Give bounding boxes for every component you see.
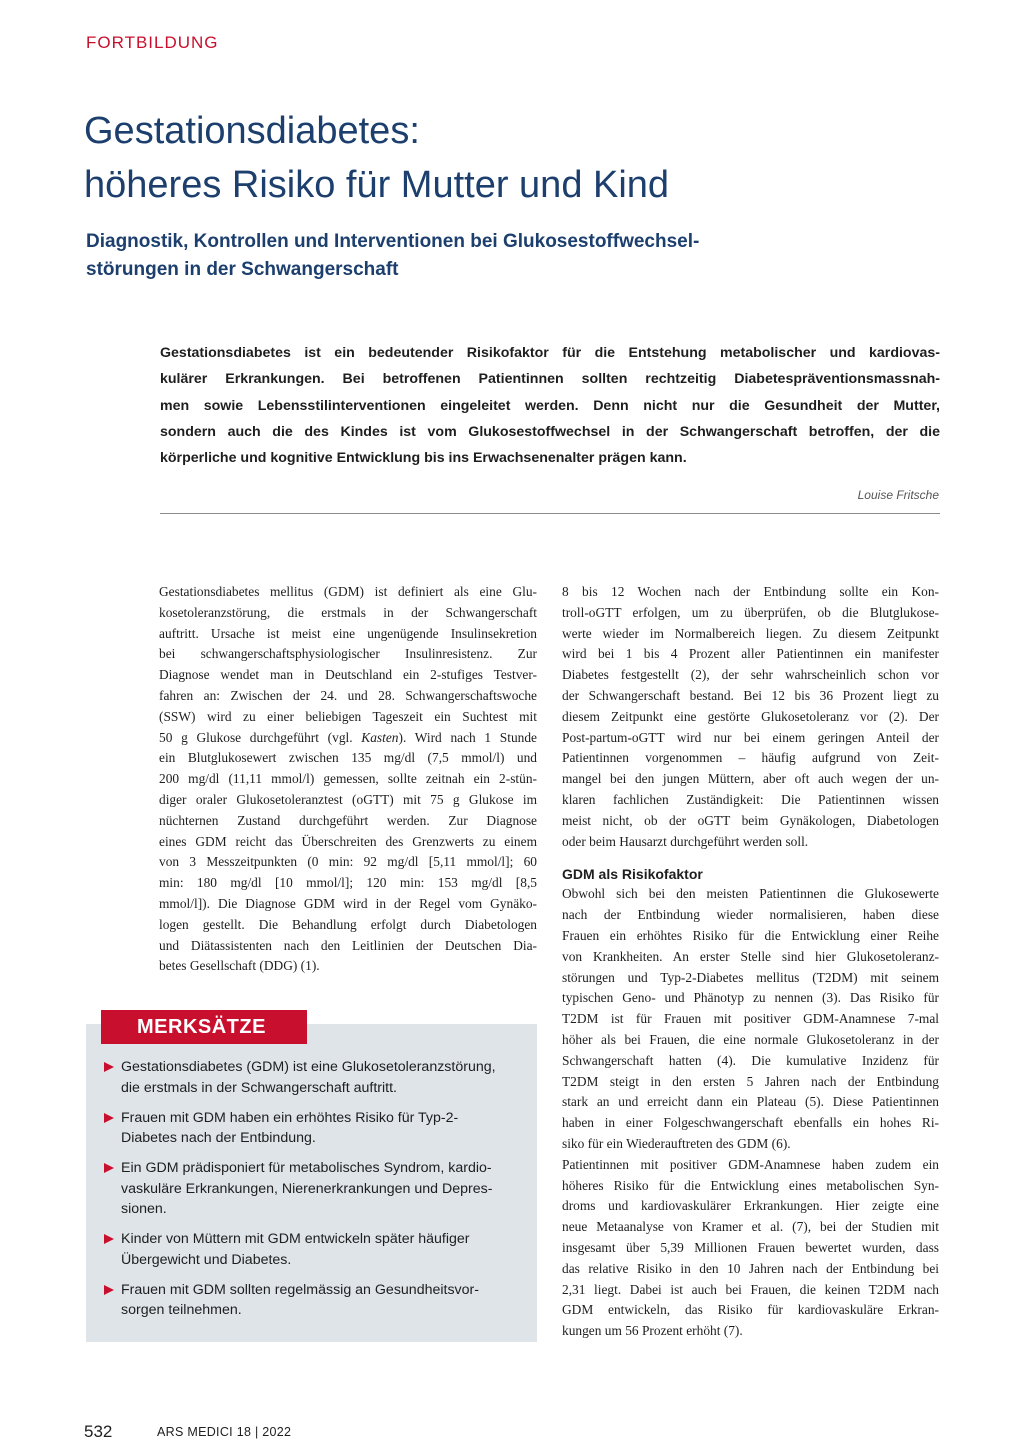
text-line: eines GDM reicht das Überschreiten des Grenzwerts zu einem <box>159 833 537 849</box>
text-line: kosetoleranzstörung, die erstmals in der Schwangerschaft <box>159 604 537 620</box>
text-line: klaren fachlichen Zuständigkeit: Die Patientinnen wissen <box>562 791 939 807</box>
text-line: Obwohl sich bei den meisten Patientinnen die Glukosewerte <box>562 886 939 902</box>
text-line: GDM entwickeln, das Risiko für kardiovaskuläre Erkran- <box>562 1302 939 1318</box>
text-line: typischen Geno- und Phänotyp zu nennen (3). Das Risiko für <box>562 990 939 1006</box>
text-line: ein Blutglukosewert zwischen 135 mg/dl (7,5 mmol/l) und <box>159 750 537 766</box>
text-line: höheres Risiko für die Entwicklung eines metabolischen Syn- <box>562 1177 939 1193</box>
arrow-right-icon <box>104 1234 114 1244</box>
text-line: fahren an: Zwischen der 24. und 28. Schwangerschaftswoche <box>159 687 537 703</box>
lead-line: men sowie Lebensstilinterventionen eingeleitet werden. Denn nicht nur die Gesundheit der Mutter, <box>160 397 940 414</box>
key-point-line: Gestationsdiabetes (GDM) ist eine Glukosetoleranzstörung, <box>121 1059 496 1075</box>
text-line: meist nicht, ob der oGTT beim Gynäkologen, Diabetologen <box>562 812 939 828</box>
text-line: auftritt. Ursache ist meist eine ungenügende Insulinsekretion <box>159 625 537 641</box>
text-line: min: 180 mg/dl [10 mmol/l]; 120 min: 153 mg/dl [8,5 <box>159 875 537 891</box>
text-line: 200 mg/dl (11,11 mmol/l) gemessen, sollte zeitnah ein 2-stün- <box>159 771 537 787</box>
article-title <box>84 104 964 212</box>
body-paragraph <box>562 1155 939 1342</box>
text-line: betes Gesellschaft (DDG) (1). <box>159 958 320 974</box>
text-line: 2,31 liegt. Dabei ist auch bei Frauen, die keinen T2DM nach <box>562 1281 939 1297</box>
key-point-item <box>104 1057 528 1098</box>
key-point-item <box>104 1229 528 1270</box>
text-line: T2DM ist für Frauen mit positiver GDM-Anamnese 7-mal <box>562 1011 939 1027</box>
key-point-item <box>104 1280 528 1321</box>
page-number: 532 <box>84 1422 113 1441</box>
key-point-line: vaskuläre Erkrankungen, Nierenerkrankungen und Depres- <box>121 1180 493 1197</box>
text-line: und Diätassistenten nach den Leitlinien der Deutschen Dia- <box>159 937 537 953</box>
subtitle-line: störungen in der Schwangerschaft <box>86 259 399 280</box>
arrow-right-icon <box>104 1285 114 1295</box>
journal-issue: ARS MEDICI 18 | 2022 <box>157 1425 292 1439</box>
key-point-line: Übergewicht und Diabetes. <box>121 1251 292 1268</box>
lead-paragraph <box>160 340 940 471</box>
text-line: wird bei 1 bis 4 Prozent aller Patientinnen ein manifester <box>562 646 939 662</box>
key-point-line: Diabetes nach der Entbindung. <box>121 1130 316 1147</box>
key-point-line: Frauen mit GDM haben ein erhöhtes Risiko für Typ-2- <box>121 1109 459 1126</box>
body-paragraph <box>562 582 939 852</box>
key-point-line: Frauen mit GDM sollten regelmässig an Gesundheitsvor- <box>121 1281 479 1298</box>
key-point-line: die erstmals in der Schwangerschaft auftritt. <box>121 1079 397 1096</box>
text-line: troll-oGTT erfolgen, um zu überprüfen, ob die Blutglukose- <box>562 604 939 620</box>
author-name: Louise Fritsche <box>857 488 939 502</box>
text-line: Frauen ein erhöhtes Risiko für die Entwicklung einer Reihe <box>562 927 939 943</box>
arrow-right-icon <box>104 1062 114 1072</box>
lead-line: sondern auch die des Kindes ist vom Glukosestoffwechsel in der Schwangerschaft betroffen, der die <box>160 423 940 440</box>
lead-line: kulärer Erkrankungen. Bei betroffenen Patientinnen sollten rechtzeitig Diabetespräventionsmassnah- <box>160 371 940 388</box>
text-line: (SSW) wird zu einer beliebigen Tageszeit ein Suchtest mit <box>159 708 537 724</box>
text-line: diger oraler Glukosetoleranztest (oGTT) mit 75 g Glukose im <box>159 791 537 807</box>
key-point-item <box>104 1158 528 1220</box>
text-line: logen gestellt. Die Behandlung erfolgt durch Diabetologen <box>159 916 537 932</box>
text-line: haben in einer Folgeschwangerschaft ebenfalls ein hohes Ri- <box>562 1115 939 1131</box>
text-line: stark an und erreicht dann ein Plateau (5). Diese Patientinnen <box>562 1094 939 1110</box>
body-paragraph <box>562 884 939 1154</box>
arrow-right-icon <box>104 1113 114 1123</box>
text-line: Patientinnen vorgenommen – häufig aufgrund von Zeit- <box>562 750 939 766</box>
text-line: der Schwangerschaft bestand. Bei 12 bis 36 Prozent liegt zu <box>562 687 939 703</box>
text-line: Patientinnen mit positiver GDM-Anamnese haben zudem ein <box>562 1156 939 1172</box>
lead-line: Gestationsdiabetes ist ein bedeutender Risikofaktor für die Entstehung metabolischer und kardiovas- <box>160 345 940 361</box>
section-heading: GDM als Risikofaktor <box>562 866 703 883</box>
text-line: bei schwangerschaftsphysiologischer Insulinresistenz. Zur <box>159 646 537 662</box>
text-line: das relative Risiko in den 10 Jahren nach der Entbindung bei <box>562 1260 939 1276</box>
title-line: Gestationsdiabetes: <box>84 110 420 152</box>
text-line: insgesamt über 5,39 Millionen Frauen bewertet wurden, dass <box>562 1239 939 1255</box>
text-line: 8 bis 12 Wochen nach der Entbindung sollte ein Kon- <box>562 584 939 599</box>
text-line: oder beim Hausarzt durchgeführt werden soll. <box>562 833 809 849</box>
article-subtitle <box>86 228 966 284</box>
title-line: höheres Risiko für Mutter und Kind <box>84 164 670 206</box>
text-line: Post-partum-oGTT wird nur bei einem geringen Anteil der <box>562 729 939 745</box>
text-line: 50 g Glukose durchgeführt (vgl. Kasten). Wird nach 1 Stunde <box>159 729 538 745</box>
text-line: Schwangerschaft hatten (4). Die kumulative Inzidenz für <box>562 1052 939 1068</box>
key-point-line: Kinder von Müttern mit GDM entwickeln später häufiger <box>121 1231 470 1248</box>
body-column-right <box>562 582 939 1342</box>
text-line: kungen um 56 Prozent erhöht (7). <box>562 1323 743 1339</box>
text-line: höher als bei Frauen, die eine normale Glukosetoleranz in der <box>562 1031 939 1047</box>
text-line: Diagnose wendet man in Deutschland ein 2-stufiges Testver- <box>159 667 537 683</box>
text-line: diesem Zeitpunkt eine gestörte Glukosetoleranz vor (2). Der <box>562 708 939 724</box>
key-points-list <box>104 1057 528 1330</box>
lead-divider <box>160 513 940 514</box>
text-line: störungen und Typ-2-Diabetes mellitus (T2DM) mit seinem <box>562 969 939 985</box>
subtitle-line: Diagnostik, Kontrollen und Interventionen bei Glukosestoffwechsel- <box>86 231 700 252</box>
key-point-line: sionen. <box>121 1201 167 1218</box>
text-line: mangel bei den jungen Müttern, aber oft auch wegen der un- <box>562 771 939 787</box>
text-line: nach der Entbindung wieder normalisieren, haben diese <box>562 907 939 923</box>
lead-line: körperliche und kognitive Entwicklung bis ins Erwachsenenalter prägen kann. <box>160 450 687 467</box>
key-point-line: Ein GDM prädisponiert für metabolisches Syndrom, kardio- <box>121 1160 492 1177</box>
text-line: droms und kardiovaskulärer Erkrankungen. Hier zeigte eine <box>562 1198 939 1214</box>
arrow-right-icon <box>104 1163 114 1173</box>
text-line: von 3 Messzeitpunkten (0 min: 92 mg/dl [5,11 mmol/l]; 60 <box>159 854 537 870</box>
body-paragraph <box>159 582 537 977</box>
text-line: Gestationsdiabetes mellitus (GDM) ist definiert als eine Glu- <box>159 584 537 599</box>
body-column-left <box>159 582 537 977</box>
text-line: mmol/l]). Die Diagnose GDM wird in der Regel vom Gynäko- <box>159 895 537 911</box>
text-line: siko für ein Wiederauftreten des GDM (6). <box>562 1135 791 1151</box>
text-line: Diabetes festgestellt (2), der sehr wahrscheinlich schon vor <box>562 667 939 683</box>
key-point-item <box>104 1108 528 1149</box>
text-line: neue Metaanalyse von Kramer et al. (7), bei der Studien mit <box>562 1219 939 1235</box>
section-label: FORTBILDUNG <box>86 33 219 52</box>
key-point-line: sorgen teilnehmen. <box>121 1302 242 1319</box>
key-points-title: MERKSÄTZE <box>101 1010 307 1044</box>
text-line: von Krankheiten. An erster Stelle sind hier Glukosetoleranz- <box>562 948 939 964</box>
text-line: nüchternen Zustand durchgeführt werden. Zur Diagnose <box>159 812 537 828</box>
text-line: werte wieder im Normalbereich liegen. Zu diesem Zeitpunkt <box>562 625 939 641</box>
text-line: T2DM steigt in den ersten 5 Jahren nach der Entbindung <box>562 1073 939 1089</box>
